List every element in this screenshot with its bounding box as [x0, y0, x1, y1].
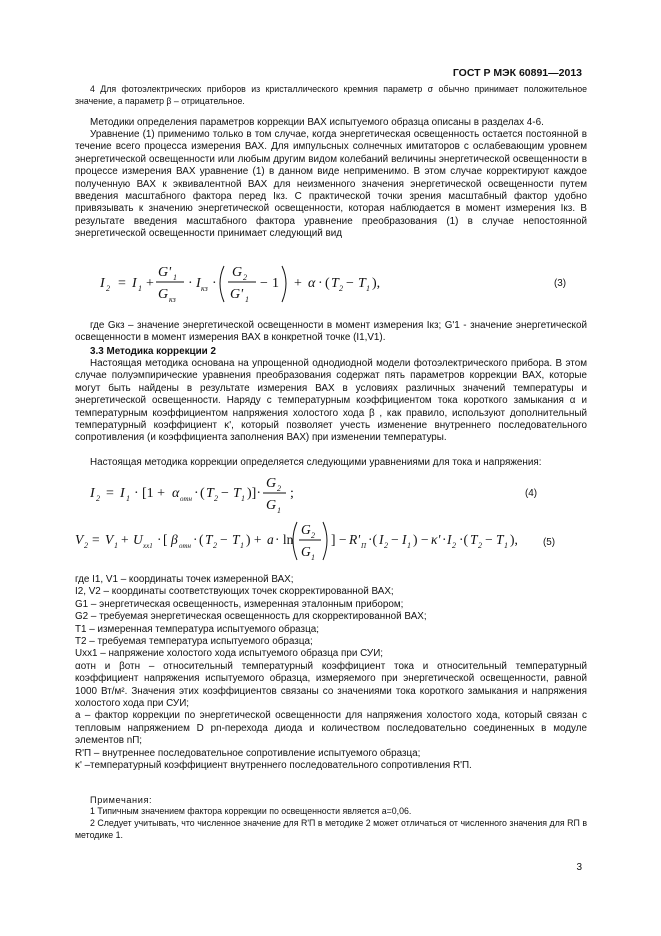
svg-text:I: I — [120, 486, 125, 501]
svg-text:T: T — [232, 532, 240, 547]
svg-text:(: ( — [199, 532, 204, 547]
svg-text:a: a — [267, 532, 274, 547]
svg-text:V: V — [105, 532, 114, 547]
definition-i1-v1: где I1, V1 – координаты точек измеренной ВАХ; — [75, 574, 294, 585]
svg-text:1: 1 — [241, 494, 245, 503]
svg-text:(: ( — [200, 486, 205, 501]
svg-text:),: ), — [510, 532, 518, 547]
svg-text:)]·: )]· — [247, 486, 261, 501]
standard-header: ГОСТ Р МЭК 60891—2013 — [452, 67, 582, 79]
svg-text:1: 1 — [245, 295, 249, 304]
svg-text:;: ; — [290, 486, 294, 501]
svg-text:П: П — [361, 542, 367, 550]
svg-text:I: I — [100, 276, 105, 291]
svg-text:I: I — [90, 486, 95, 501]
definitions-list — [75, 574, 587, 773]
equation-3-number: (3) — [554, 278, 567, 289]
section-title: 3.3 Методика коррекции 2 — [90, 346, 216, 357]
svg-text:G': G' — [230, 287, 244, 302]
svg-text:−: − — [220, 532, 228, 547]
paragraph-method-2-equations: Настоящая методика коррекции определяется следующими уравнениями для тока и напряжения: — [90, 457, 542, 468]
svg-text:I: I — [447, 532, 452, 547]
definition-g2: G2 – требуемая энергетическая освещенность для скорректированной ВАХ; — [75, 611, 427, 623]
svg-text:1: 1 — [504, 541, 508, 550]
svg-text:I: I — [379, 532, 384, 547]
svg-text:·: · — [318, 276, 323, 291]
definition-uxx1: Uхх1 – напряжение холостого хода испытуемого образца при СУИ; — [75, 648, 384, 660]
svg-text:T: T — [233, 486, 241, 501]
svg-text:1: 1 — [126, 494, 130, 503]
definition-alpha-beta: αотн и βотн – относительный температурный коэффициент тока и относительный температурный коэффициент напряжения испытуемого образца, измеряемого при энергетической освещенности, равной 1000 Вт/м². Значения этих коэффициентов связаны со значениями тока короткого замыкания и напряжения холостого хода при СУИ; — [75, 660, 587, 710]
svg-text:(: ( — [325, 276, 330, 291]
svg-text:·: · — [194, 486, 199, 501]
svg-text:+: + — [294, 276, 302, 291]
svg-text:2: 2 — [478, 541, 482, 550]
svg-text:отн: отн — [180, 495, 193, 503]
svg-text:=: = — [92, 532, 100, 547]
definition-a: a – фактор коррекции по энергетической освещенности для напряжения холостого хода, который связан с тепловым напряжением D pn-перехода диода и количеством последовательно соединенных в модуле элементов nП; — [75, 710, 587, 747]
svg-text:G: G — [266, 476, 277, 491]
equation-4 — [90, 470, 320, 516]
svg-text:+: + — [121, 532, 129, 547]
svg-text:=: = — [118, 276, 126, 291]
equation-5 — [75, 514, 530, 564]
svg-text:−: − — [221, 486, 229, 501]
svg-text:G: G — [266, 498, 277, 513]
svg-text:·(: ·( — [368, 532, 377, 547]
svg-text:1: 1 — [407, 541, 411, 550]
note-1: 1 Типичным значением фактора коррекции по освещенности является a=0,06. — [90, 806, 412, 816]
svg-text:T: T — [358, 276, 366, 291]
svg-text:T: T — [331, 276, 339, 291]
svg-text:кз: кз — [169, 295, 176, 304]
paragraph-equation-1: Уравнение (1) применимо только в том случае, когда энергетическая освещенность остается постоянной в течение всего процесса измерения ВАХ. Для импульсных солнечных имитаторов с ослабевающим уровнем энергетической освещенности или любым другим видом колебаний величины энергетической освещенности в процессе измерения ВАХ уравнение (1) в данном виде неприменимо. В этом случае корректируют каждое полученную ВАХ к эквивалентной ВАХ для неизменного значения энергетической освещенности путем введения масштабного фактора перед Iкз. С практической точки зрения масштабный фактор удобно привязывать к значению энергетической освещенности, которая наблюдается в момент измерения Iкз. В результате введения масштабного фактора уравнение преобразования (1) в случае непостоянной энергетической освещенности принимает следующий вид — [75, 129, 587, 240]
svg-text:1: 1 — [277, 506, 281, 515]
svg-text:1: 1 — [138, 284, 142, 293]
svg-text:хх1: хх1 — [143, 542, 153, 550]
svg-text:−: − — [391, 532, 399, 547]
svg-text:2: 2 — [106, 284, 110, 293]
svg-text:2: 2 — [277, 484, 281, 493]
equation-3 — [100, 258, 400, 308]
svg-text:· ln: · ln — [275, 532, 294, 547]
svg-text:G: G — [158, 287, 169, 302]
methods-intro: Методики определения параметров коррекции ВАХ испытуемого образца описаны в разделах 4-6. — [90, 117, 544, 128]
svg-text:2: 2 — [84, 541, 88, 550]
svg-text:1: 1 — [311, 553, 315, 562]
svg-text:G': G' — [158, 265, 172, 280]
svg-text:1: 1 — [272, 276, 279, 291]
note-2: 2 Следует учитывать, что численное значение для R'П в методике 2 может отличаться от численного значения для RП в методике 1. — [75, 818, 587, 840]
paragraph-method-2: Настоящая методика основана на упрощенной однодиодной модели фотоэлектрического прибора. В этом случае полуэмпирические уравнения преобразования содержат пять параметров коррекции ВАХ, которые могут быть найдены в результате измерения ВАХ в условиях различных значений температуры и энергетической освещенности. Наряду с температурным коэффициентом тока короткого замыкания α и температурным коэффициентом напряжения холостого хода β , как правило, используют дополнительный температурный коэффициент κ', который позволяет учесть изменение внутреннего последовательного сопротивления (и коэффициента заполнения ВАХ) при изменении температуры. — [75, 358, 587, 444]
definition-kappa: κ' –температурный коэффициент внутреннего последовательного сопротивления R'П. — [75, 760, 472, 772]
svg-text:α: α — [172, 486, 180, 501]
svg-text:кз: кз — [201, 284, 208, 293]
svg-text:+: + — [146, 276, 154, 291]
svg-text:2: 2 — [339, 284, 343, 293]
svg-text:G: G — [301, 522, 311, 537]
svg-text:T: T — [496, 532, 504, 547]
svg-text:−: − — [485, 532, 493, 547]
definition-t1: T1 – измеренная температура испытуемого образца; — [75, 623, 319, 635]
where-equation-3: где Gкз – значение энергетической освещенности в момент измерения Iкз; G'1 - значение энергетической освещенности в момент измерения ВАХ в конкретной точке (I1,V1). — [75, 320, 587, 344]
svg-text:2: 2 — [214, 494, 218, 503]
svg-text:) +: ) + — [246, 532, 262, 547]
definition-t2: T2 – требуемая температура испытуемого образца; — [75, 636, 313, 648]
svg-text:[1 +: [1 + — [142, 486, 166, 501]
svg-text:·: · — [442, 532, 447, 547]
svg-text:G: G — [232, 265, 243, 280]
svg-text:G: G — [301, 544, 311, 559]
svg-text:·: · — [134, 486, 139, 501]
svg-text:1: 1 — [114, 541, 118, 550]
svg-text:),: ), — [372, 276, 381, 291]
svg-text:T: T — [470, 532, 478, 547]
svg-text:U: U — [133, 532, 143, 547]
svg-text:V: V — [75, 532, 84, 547]
svg-text:2: 2 — [243, 273, 247, 282]
definition-i2-v2: I2, V2 – координаты соответствующих точек скорректированной ВАХ; — [75, 586, 394, 598]
svg-text:2: 2 — [384, 541, 388, 550]
svg-text:·: · — [157, 532, 162, 547]
svg-text:1: 1 — [366, 284, 370, 293]
svg-text:κ': κ' — [431, 532, 441, 547]
equation-5-number: (5) — [543, 537, 556, 548]
notes-title: Примечания: — [90, 795, 153, 805]
equation-4-number: (4) — [525, 488, 538, 499]
svg-text:] −: ] − — [331, 532, 347, 547]
svg-text:β: β — [171, 532, 178, 547]
svg-text:I: I — [132, 276, 137, 291]
svg-text:·(: ·( — [459, 532, 468, 547]
svg-text:−: − — [346, 276, 354, 291]
svg-text:T: T — [206, 486, 214, 501]
svg-text:R': R' — [349, 532, 361, 547]
svg-text:[: [ — [163, 532, 168, 547]
svg-text:·: · — [188, 276, 193, 291]
svg-text:1: 1 — [240, 541, 244, 550]
svg-text:2: 2 — [213, 541, 217, 550]
svg-text:α: α — [308, 276, 316, 291]
note-4: 4 Для фотоэлектрических приборов из кристаллического кремния параметр σ обычно принимает положительное значение, а параметр β – отрицательное. — [75, 84, 587, 106]
definition-g1: G1 – энергетическая освещенность, измеренная эталонным прибором; — [75, 598, 404, 610]
svg-text:1: 1 — [173, 273, 177, 282]
svg-text:I: I — [402, 532, 407, 547]
page-number: 3 — [576, 862, 582, 873]
svg-text:2: 2 — [311, 531, 315, 540]
svg-text:2: 2 — [452, 541, 456, 550]
svg-text:2: 2 — [96, 494, 100, 503]
svg-text:I: I — [196, 276, 201, 291]
svg-text:отн: отн — [179, 542, 192, 550]
svg-text:=: = — [106, 486, 114, 501]
svg-text:·: · — [193, 532, 198, 547]
definition-rp: R'П – внутреннее последовательное сопротивление испытуемого образца; — [75, 747, 421, 759]
svg-text:−: − — [260, 276, 268, 291]
svg-text:·: · — [212, 276, 217, 291]
svg-text:) −: ) − — [413, 532, 429, 547]
svg-text:T: T — [205, 532, 213, 547]
